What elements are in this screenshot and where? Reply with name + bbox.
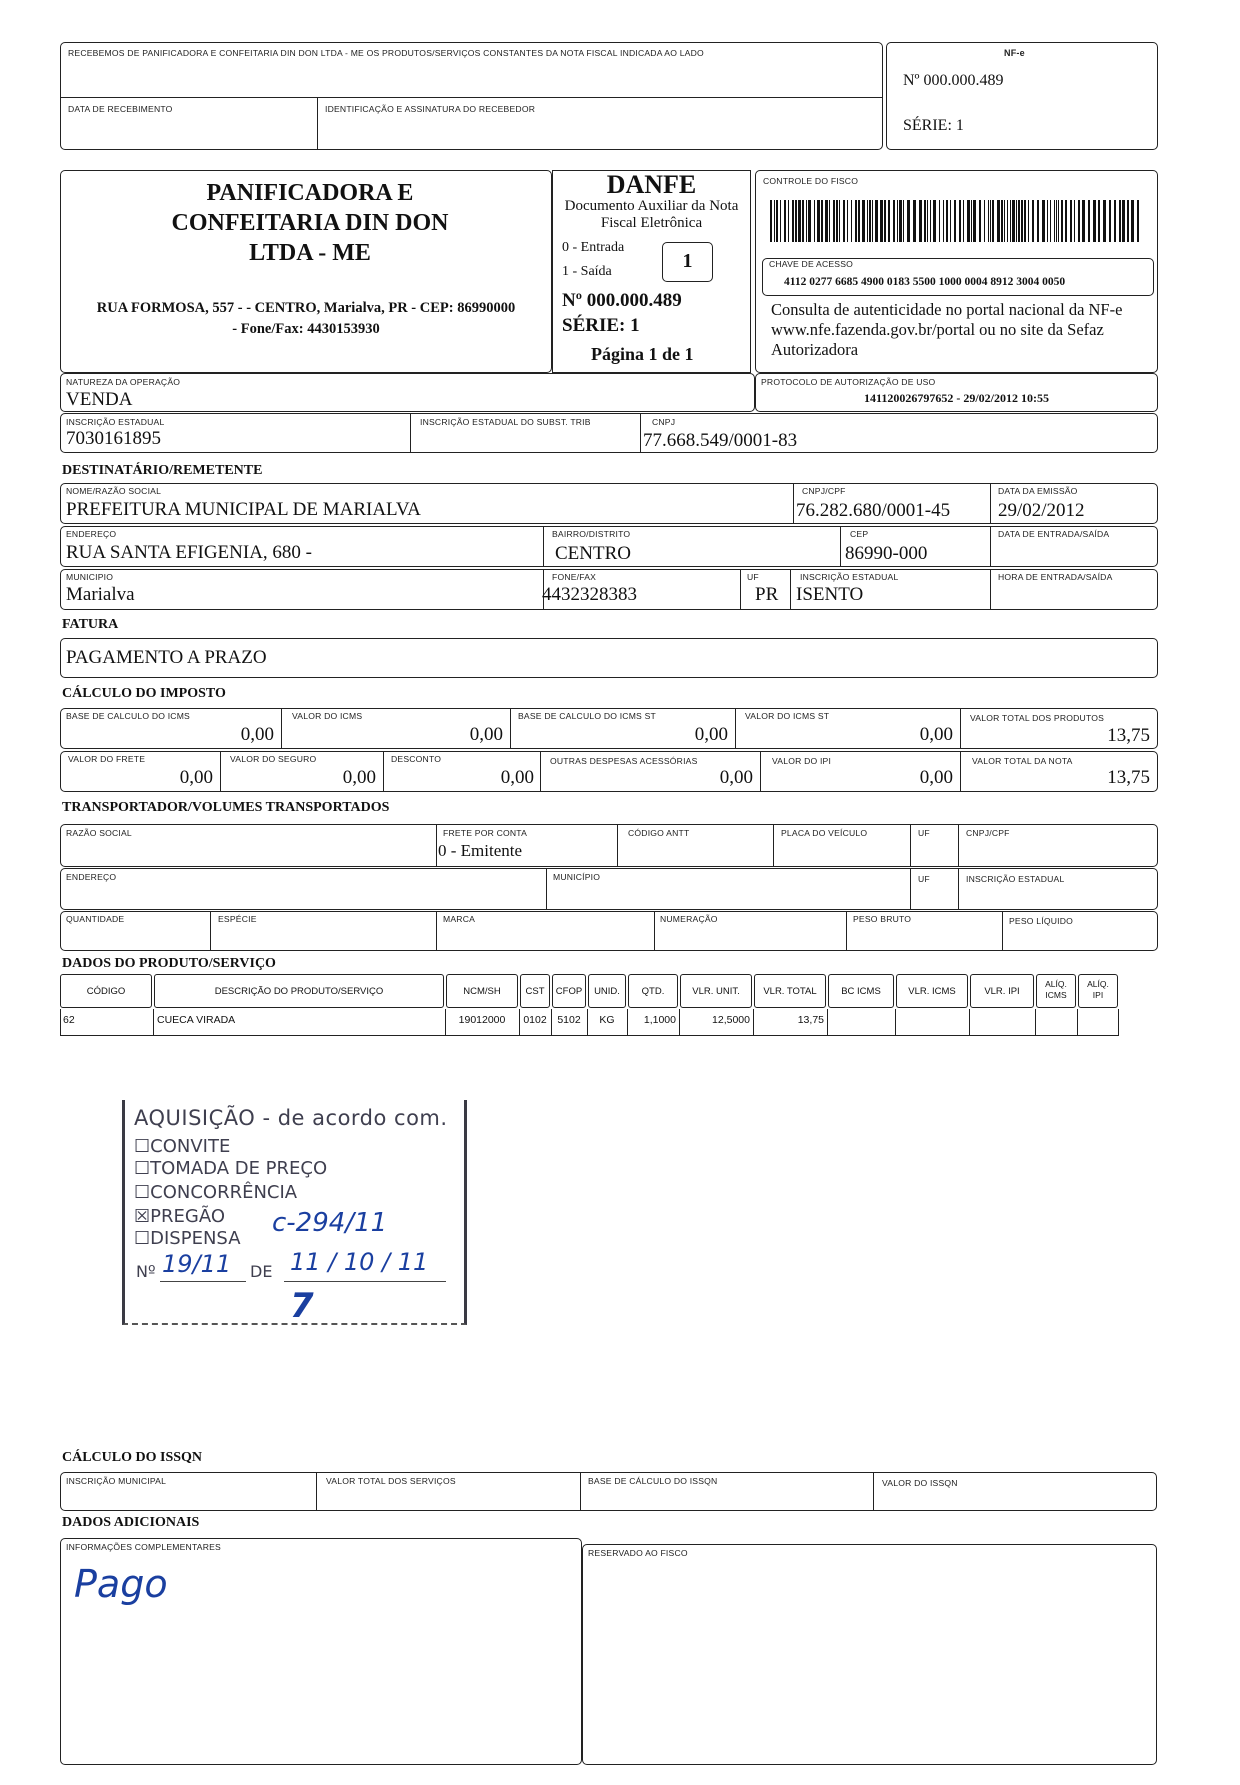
stamp-opt3-label: CONCORRÊNCIA (150, 1182, 298, 1203)
checked-box-icon: ☒ (134, 1206, 151, 1227)
receipt-date-label: DATA DE RECEBIMENTO (68, 104, 173, 114)
access-key-label: CHAVE DE ACESSO (769, 259, 854, 269)
th-bc-icms: BC ICMS (841, 986, 881, 997)
stamp-handwritten-number: 19/11 (162, 1250, 232, 1278)
recipient-name-label: NOME/RAZÃO SOCIAL (66, 486, 162, 496)
stamp-title: AQUISIÇÃO - de acordo com. (134, 1106, 448, 1130)
access-key-value: 4112 0277 6685 4900 0183 5500 1000 0004 8912 3004 0050 (784, 276, 1066, 288)
phone-label: FONE/FAX (552, 572, 597, 582)
danfe-entrada: 0 - Entrada (562, 240, 625, 255)
emitter-name: PANIFICADORA E CONFEITARIA DIN DON LTDA - ME (171, 180, 449, 266)
receipt-nfe-label: NF-e (1004, 48, 1025, 58)
protocol-value: 141120026797652 - 29/02/2012 10:55 (864, 391, 1049, 405)
freight-by-value: 0 - Emitente (438, 841, 523, 860)
insurance-value: 0,00 (342, 767, 376, 788)
freight-label: VALOR DO FRETE (68, 754, 146, 764)
protocol-label: PROTOCOLO DE AUTORIZAÇÃO DE USO (761, 377, 936, 387)
recipient-ie-value: ISENTO (796, 584, 864, 605)
base-icms-value: 0,00 (240, 724, 274, 745)
invoice-section: FATURA (62, 617, 119, 632)
recipient-section: DESTINATÁRIO/REMETENTE (62, 463, 263, 478)
district-label: BAIRRO/DISTRITO (552, 529, 631, 539)
stamp-handwritten-date: 11 / 10 / 11 (290, 1248, 429, 1276)
recipient-ie-label: INSCRIÇÃO ESTADUAL (800, 572, 899, 582)
issqn-section: CÁLCULO DO ISSQN (62, 1450, 203, 1465)
additional-handwritten: Pago (74, 1562, 168, 1606)
stamp-de-label: DE (250, 1262, 273, 1281)
products-table (60, 974, 1160, 1038)
issqn-services-label: VALOR TOTAL DOS SERVIÇOS (326, 1476, 456, 1486)
th-total: VLR. TOTAL (763, 986, 817, 997)
phone-value: 4432328383 (542, 584, 637, 605)
insurance-label: VALOR DO SEGURO (230, 754, 317, 764)
receipt-signature-label: IDENTIFICAÇÃO E ASSINATURA DO RECEBEDOR (325, 104, 536, 114)
row-unit: KG (599, 1014, 615, 1026)
th-desc: DESCRIÇÃO DO PRODUTO/SERVIÇO (214, 986, 384, 997)
note-total-label: VALOR TOTAL DA NOTA (972, 756, 1073, 766)
ie-st-label: INSCRIÇÃO ESTADUAL DO SUBST. TRIB (420, 417, 591, 427)
other-label: OUTRAS DESPESAS ACESSÓRIAS (550, 756, 698, 766)
ie-box (60, 413, 1158, 453)
ie-value: 7030161895 (66, 428, 161, 449)
th-aliq-ipi-2: IPI (1092, 990, 1104, 1000)
stamp-opt-convite (134, 1136, 230, 1157)
plate-label: PLACA DO VEÍCULO (781, 828, 868, 838)
quantity-label: QUANTIDADE (66, 914, 125, 924)
note-total-value: 13,75 (1107, 767, 1150, 788)
th-cfop: CFOP (555, 986, 583, 997)
city-label: MUNICIPIO (66, 572, 114, 582)
recipient-address-label: ENDEREÇO (66, 529, 117, 539)
th-code: CÓDIGO (86, 986, 126, 997)
th-v-icms: VLR. ICMS (908, 986, 956, 997)
recipient-name-value: PREFEITURA MUNICIPAL DE MARIALVA (66, 499, 421, 520)
receipt-box (60, 42, 883, 150)
icms-label: VALOR DO ICMS (292, 711, 363, 721)
carrier-uf2-label: UF (918, 874, 930, 884)
net-weight-label: PESO LÍQUIDO (1009, 916, 1074, 926)
receipt-number: Nº 000.000.489 (903, 72, 1004, 89)
receipt-statement: RECEBEMOS DE PANIFICADORA E CONFEITARIA DIN DON LTDA - ME OS PRODUTOS/SERVIÇOS CONSTANTES DA NOTA FISCAL INDICADA AO LADO (68, 48, 704, 58)
emission-value: 29/02/2012 (998, 500, 1085, 521)
fisco-control-label: CONTROLE DO FISCO (763, 176, 859, 186)
checkbox-icon: ☐ (134, 1182, 151, 1203)
danfe-series: SÉRIE: 1 (562, 315, 640, 336)
city-value: Marialva (66, 584, 135, 605)
brand-label: MARCA (443, 914, 476, 924)
recipient-address-value: RUA SANTA EFIGENIA, 680 - (66, 542, 313, 563)
carrier-uf-label: UF (918, 828, 930, 838)
products-total-value: 13,75 (1107, 725, 1150, 746)
emitter-phone: - Fone/Fax: 4430153930 (232, 321, 380, 337)
stamp-opt-dispensa (134, 1228, 241, 1249)
th-unit: UNID. (594, 986, 620, 997)
discount-value: 0,00 (500, 767, 534, 788)
reserved-fisco-box (582, 1544, 1157, 1765)
carrier-name-label: RAZÃO SOCIAL (66, 828, 132, 838)
ipi-label: VALOR DO IPI (772, 756, 832, 766)
icms-value: 0,00 (469, 724, 503, 745)
cnpj-value: 77.668.549/0001-83 (643, 430, 798, 451)
row-unit-price: 12,5000 (712, 1014, 750, 1026)
numbering-label: NUMERAÇÃO (660, 914, 718, 924)
th-ncm: NCM/SH (463, 986, 501, 997)
th-aliq-icms-1: ALÍQ. (1045, 979, 1067, 989)
additional-section: DADOS ADICIONAIS (62, 1515, 200, 1530)
receipt-series: SÉRIE: 1 (903, 117, 964, 134)
th-aliq-icms-2: ICMS (1045, 990, 1067, 1000)
danfe-saida: 1 - Saída (562, 264, 612, 279)
stamp-opt-concorrencia (134, 1182, 297, 1203)
icms-st-label: VALOR DO ICMS ST (745, 711, 830, 721)
carrier-cnpj-label: CNPJ/CPF (966, 828, 1010, 838)
stamp-opt-tomada (134, 1158, 327, 1179)
cep-value: 86990-000 (845, 543, 928, 564)
reserved-fisco-label: RESERVADO AO FISCO (588, 1548, 688, 1558)
th-qty: QTD. (641, 986, 665, 997)
uf-value: PR (755, 584, 779, 605)
danfe-number: Nº 000.000.489 (562, 290, 682, 311)
products-section: DADOS DO PRODUTO/SERVIÇO (62, 956, 276, 971)
base-st-label: BASE DE CALCULO DO ICMS ST (518, 711, 656, 721)
checkbox-icon: ☐ (134, 1158, 151, 1179)
table-row (60, 1009, 1160, 1036)
emission-label: DATA DA EMISSÃO (998, 486, 1078, 496)
nature-value: VENDA (66, 389, 133, 410)
cnpj-label: CNPJ (652, 417, 676, 427)
fisco-consult-text: Consulta de autenticidade no portal nacional da NF-e www.nfe.fazenda.gov.br/portal ou no site da Sefaz Autorizadora (771, 300, 1123, 359)
issqn-value-label: VALOR DO ISSQN (882, 1478, 958, 1488)
species-label: ESPÉCIE (218, 914, 257, 924)
time-label: HORA DE ENTRADA/SAÍDA (998, 572, 1113, 582)
products-total-label: VALOR TOTAL DOS PRODUTOS (970, 713, 1105, 723)
th-unit-price: VLR. UNIT. (692, 986, 740, 997)
row-qty: 1,1000 (643, 1014, 676, 1026)
danfe-title: DANFE (606, 170, 697, 199)
stamp-no-label: Nº (136, 1262, 156, 1281)
row-desc: CUECA VIRADA (157, 1014, 236, 1026)
invoice-value: PAGAMENTO A PRAZO (66, 647, 267, 668)
recipient-cnpj-value: 76.282.680/0001-45 (796, 500, 951, 521)
base-st-value: 0,00 (694, 724, 728, 745)
carrier-city-label: MUNICÍPIO (553, 872, 601, 882)
issqn-base-label: BASE DE CÁLCULO DO ISSQN (588, 1476, 718, 1486)
transport-section: TRANSPORTADOR/VOLUMES TRANSPORTADOS (62, 800, 390, 815)
row-ncm: 19012000 (458, 1014, 506, 1026)
additional-info-label: INFORMAÇÕES COMPLEMENTARES (66, 1542, 221, 1552)
cep-label: CEP (850, 529, 869, 539)
danfe-page: Página 1 de 1 (591, 344, 694, 364)
entry-date-label: DATA DE ENTRADA/SAÍDA (998, 529, 1110, 539)
checkbox-icon: ☐ (134, 1228, 151, 1249)
nature-label: NATUREZA DA OPERAÇÃO (66, 377, 181, 387)
row-total: 13,75 (797, 1014, 824, 1026)
freight-value: 0,00 (179, 767, 213, 788)
stamp-opt5-label: DISPENSA (150, 1228, 241, 1249)
stamp-opt4-label: PREGÃO (150, 1206, 225, 1227)
carrier-address-label: ENDEREÇO (66, 872, 117, 882)
other-value: 0,00 (719, 767, 753, 788)
danfe-type-box: 1 (662, 242, 713, 282)
stamp-opt-pregao (134, 1206, 225, 1227)
tax-section: CÁLCULO DO IMPOSTO (62, 686, 226, 701)
district-value: CENTRO (555, 543, 631, 564)
carrier-ie-label: INSCRIÇÃO ESTADUAL (966, 874, 1065, 884)
ie-label: INSCRIÇÃO ESTADUAL (66, 417, 165, 427)
danfe-subtitle: Documento Auxiliar da Nota Fiscal Eletrônica (564, 198, 739, 231)
uf-label: UF (747, 572, 759, 582)
freight-by-label: FRETE POR CONTA (443, 828, 528, 838)
row-cfop: 5102 (557, 1014, 581, 1026)
stamp-handwritten-code: c-294/11 (272, 1208, 388, 1238)
issqn-im-label: INSCRIÇÃO MUNICIPAL (66, 1476, 167, 1486)
row-code: 62 (63, 1014, 75, 1026)
th-cst: CST (525, 986, 545, 997)
checkbox-icon: ☐ (134, 1136, 151, 1157)
antt-label: CÓDIGO ANTT (628, 828, 690, 838)
barcode (770, 200, 1142, 242)
gross-weight-label: PESO BRUTO (853, 914, 912, 924)
stamp-handwritten-sign: 7 (290, 1286, 314, 1326)
stamp-opt2-label: TOMADA DE PREÇO (150, 1158, 328, 1179)
base-icms-label: BASE DE CALCULO DO ICMS (66, 711, 190, 721)
discount-label: DESCONTO (391, 754, 442, 764)
th-aliq-ipi-1: ALÍQ. (1087, 979, 1109, 989)
icms-st-value: 0,00 (919, 724, 953, 745)
ipi-value: 0,00 (919, 767, 953, 788)
emitter-address: RUA FORMOSA, 557 - - CENTRO, Marialva, PR - CEP: 86990000 (96, 300, 516, 316)
recipient-cnpj-label: CNPJ/CPF (802, 486, 846, 496)
row-cst: 0102 (523, 1014, 547, 1026)
th-v-ipi: VLR. IPI (984, 986, 1020, 997)
stamp-opt1-label: CONVITE (150, 1136, 231, 1157)
